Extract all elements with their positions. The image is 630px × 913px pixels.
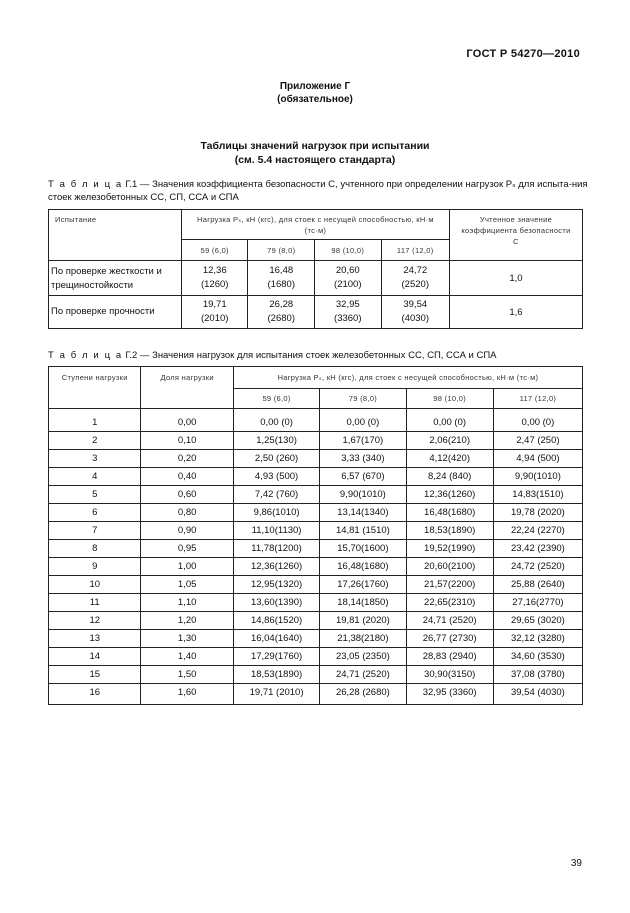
appendix-title: Приложение Г (279, 81, 351, 92)
load-value: 19,81 (2020) (320, 612, 406, 630)
load-value: 37,08 (3780) (493, 666, 582, 684)
capacity-header: 59 (6,0) (233, 388, 319, 408)
load-value: 39,54 (4030) (493, 684, 582, 705)
load-value: 17,29(1760) (233, 648, 319, 666)
load-value: 12,36(1260) (406, 486, 493, 504)
table-row (49, 684, 583, 705)
table-row (49, 409, 583, 432)
page-number: 39 (570, 858, 582, 869)
load-value: 19,78 (2020) (493, 504, 582, 522)
col-header-load: Нагрузка Pₛ, кН (кгс), для стоек с несущей способностью, кН·м (тс·м) (233, 367, 582, 389)
load-value: 39,54 (4030) (381, 296, 449, 329)
table-row (49, 594, 583, 612)
load-value: 19,71 (2010) (181, 296, 248, 329)
load-value: 16,48 (1680) (248, 261, 315, 296)
load-value: 32,95 (3360) (406, 684, 493, 705)
load-value: 28,83 (2940) (406, 648, 493, 666)
table-row (49, 296, 583, 329)
table2-caption (48, 349, 588, 362)
load-value: 0,00 (0) (233, 409, 319, 432)
step-number: 7 (49, 522, 141, 540)
step-number: 16 (49, 684, 141, 705)
load-value: 19,71 (2010) (233, 684, 319, 705)
coefficient-value: 1,0 (449, 261, 582, 296)
load-value: 6,57 (670) (320, 468, 406, 486)
step-number: 12 (49, 612, 141, 630)
table-row (49, 666, 583, 684)
table-row (49, 630, 583, 648)
load-value: 24,72 (2520) (493, 558, 582, 576)
load-value: 18,14(1850) (320, 594, 406, 612)
load-value: 9,90(1010) (493, 468, 582, 486)
load-value: 32,12 (3280) (493, 630, 582, 648)
test-name: По проверке прочности (49, 296, 182, 329)
table-row (49, 504, 583, 522)
load-share: 0,60 (141, 486, 233, 504)
load-value: 24,71 (2520) (320, 666, 406, 684)
load-value: 12,36(1260) (233, 558, 319, 576)
step-number: 5 (49, 486, 141, 504)
table-row (49, 450, 583, 468)
section-heading (0, 139, 630, 167)
load-value: 15,70(1600) (320, 540, 406, 558)
load-share: 0,80 (141, 504, 233, 522)
load-value: 20,60 (2100) (315, 261, 382, 296)
load-share: 1,50 (141, 666, 233, 684)
load-value: 13,14(1340) (320, 504, 406, 522)
load-value: 1,25(130) (233, 432, 319, 450)
load-share: 1,10 (141, 594, 233, 612)
capacity-header: 59 (6,0) (181, 240, 248, 261)
table-row (49, 522, 583, 540)
step-number: 8 (49, 540, 141, 558)
load-steps-body (49, 409, 583, 705)
load-share: 0,20 (141, 450, 233, 468)
table1-caption-text: Г.1 — Значения коэффициента безопасности С, учтенного при определении нагрузок Pₛ для испыта-ния стоек железобетонных СС, СП, ССА и СПА (48, 179, 588, 203)
load-value: 21,38(2180) (320, 630, 406, 648)
load-value: 9,90(1010) (320, 486, 406, 504)
load-steps-table (48, 366, 583, 705)
step-number: 13 (49, 630, 141, 648)
capacity-header: 117 (12,0) (381, 240, 449, 261)
table-row (49, 261, 583, 296)
load-value: 14,86(1520) (233, 612, 319, 630)
step-number: 14 (49, 648, 141, 666)
section-title: Таблицы значений нагрузок при испытании (200, 140, 430, 152)
load-value: 0,00 (0) (320, 409, 406, 432)
load-value: 16,04(1640) (233, 630, 319, 648)
table2-caption-prefix: Т а б л и ц а (48, 350, 123, 361)
load-share: 0,40 (141, 468, 233, 486)
load-value: 11,78(1200) (233, 540, 319, 558)
load-value: 30,90(3150) (406, 666, 493, 684)
table-row (49, 576, 583, 594)
load-value: 27,16(2770) (493, 594, 582, 612)
load-value: 19,52(1990) (406, 540, 493, 558)
step-number: 11 (49, 594, 141, 612)
load-value: 1,67(170) (320, 432, 406, 450)
load-value: 2,47 (250) (493, 432, 582, 450)
load-value: 9,86(1010) (233, 504, 319, 522)
load-share: 0,00 (141, 409, 233, 432)
step-number: 15 (49, 666, 141, 684)
load-value: 8,24 (840) (406, 468, 493, 486)
load-value: 23,42 (2390) (493, 540, 582, 558)
safety-coefficient-table (48, 209, 583, 329)
step-number: 1 (49, 409, 141, 432)
col-header-coefficient: Учтенное значение коэффициента безопасности С (449, 210, 582, 261)
load-value: 0,00 (0) (493, 409, 582, 432)
load-share: 1,05 (141, 576, 233, 594)
col-header-step: Ступени нагрузки (49, 367, 141, 409)
load-value: 16,48(1680) (320, 558, 406, 576)
load-value: 2,50 (260) (233, 450, 319, 468)
appendix-heading (0, 80, 630, 106)
load-share: 0,90 (141, 522, 233, 540)
load-value: 4,12(420) (406, 450, 493, 468)
load-value: 32,95 (3360) (315, 296, 382, 329)
load-value: 22,24 (2270) (493, 522, 582, 540)
load-value: 24,72 (2520) (381, 261, 449, 296)
table1-caption-prefix: Т а б л и ц а (48, 179, 123, 190)
load-share: 1,00 (141, 558, 233, 576)
col-header-load: Нагрузка Pₛ, кН (кгс), для стоек с несущей способностью, кН·м (тс·м) (181, 210, 449, 240)
load-value: 26,28 (2680) (320, 684, 406, 705)
load-value: 11,10(1130) (233, 522, 319, 540)
load-value: 14,83(1510) (493, 486, 582, 504)
capacity-header: 79 (8,0) (320, 388, 406, 408)
test-name: По проверке жесткости и трещиностойкости (49, 261, 182, 296)
load-value: 4,93 (500) (233, 468, 319, 486)
coefficient-value: 1,6 (449, 296, 582, 329)
standard-number: ГОСТ Р 54270—2010 (466, 48, 580, 60)
step-number: 10 (49, 576, 141, 594)
table-row (49, 648, 583, 666)
load-value: 14,81 (1510) (320, 522, 406, 540)
load-value: 12,95(1320) (233, 576, 319, 594)
load-value: 21,57(2200) (406, 576, 493, 594)
load-value: 18,53(1890) (233, 666, 319, 684)
load-share: 1,20 (141, 612, 233, 630)
table-row (49, 558, 583, 576)
load-value: 0,00 (0) (406, 409, 493, 432)
capacity-header: 117 (12,0) (493, 388, 582, 408)
table-row (49, 540, 583, 558)
step-number: 9 (49, 558, 141, 576)
load-value: 18,53(1890) (406, 522, 493, 540)
table-row (49, 468, 583, 486)
load-value: 23,05 (2350) (320, 648, 406, 666)
load-share: 0,95 (141, 540, 233, 558)
load-value: 7,42 (760) (233, 486, 319, 504)
section-subtitle: (см. 5.4 настоящего стандарта) (234, 154, 396, 166)
load-value: 24,71 (2520) (406, 612, 493, 630)
load-value: 20,60(2100) (406, 558, 493, 576)
step-number: 2 (49, 432, 141, 450)
load-share: 1,60 (141, 684, 233, 705)
load-value: 13,60(1390) (233, 594, 319, 612)
step-number: 4 (49, 468, 141, 486)
load-value: 2,06(210) (406, 432, 493, 450)
load-value: 34,60 (3530) (493, 648, 582, 666)
table-row (49, 432, 583, 450)
step-number: 6 (49, 504, 141, 522)
load-share: 1,30 (141, 630, 233, 648)
table2-caption-text: Г.2 — Значения нагрузок для испытания стоек железобетонных СС, СП, ССА и СПА (122, 350, 497, 361)
load-value: 3,33 (340) (320, 450, 406, 468)
load-value: 4,94 (500) (493, 450, 582, 468)
capacity-header: 79 (8,0) (248, 240, 315, 261)
load-share: 0,10 (141, 432, 233, 450)
table-row (49, 612, 583, 630)
load-value: 26,77 (2730) (406, 630, 493, 648)
capacity-header: 98 (10,0) (315, 240, 382, 261)
load-value: 22,65(2310) (406, 594, 493, 612)
col-header-test: Испытание (49, 210, 182, 261)
load-value: 17,26(1760) (320, 576, 406, 594)
capacity-header: 98 (10,0) (406, 388, 493, 408)
table1-caption (48, 178, 588, 204)
col-header-share: Доля нагрузки (141, 367, 233, 409)
load-value: 29,65 (3020) (493, 612, 582, 630)
step-number: 3 (49, 450, 141, 468)
load-value: 25,88 (2640) (493, 576, 582, 594)
load-value: 26,28 (2680) (248, 296, 315, 329)
load-share: 1,40 (141, 648, 233, 666)
load-value: 12,36 (1260) (181, 261, 248, 296)
appendix-subtitle: (обязательное) (277, 94, 353, 105)
table-row (49, 486, 583, 504)
load-value: 16,48(1680) (406, 504, 493, 522)
